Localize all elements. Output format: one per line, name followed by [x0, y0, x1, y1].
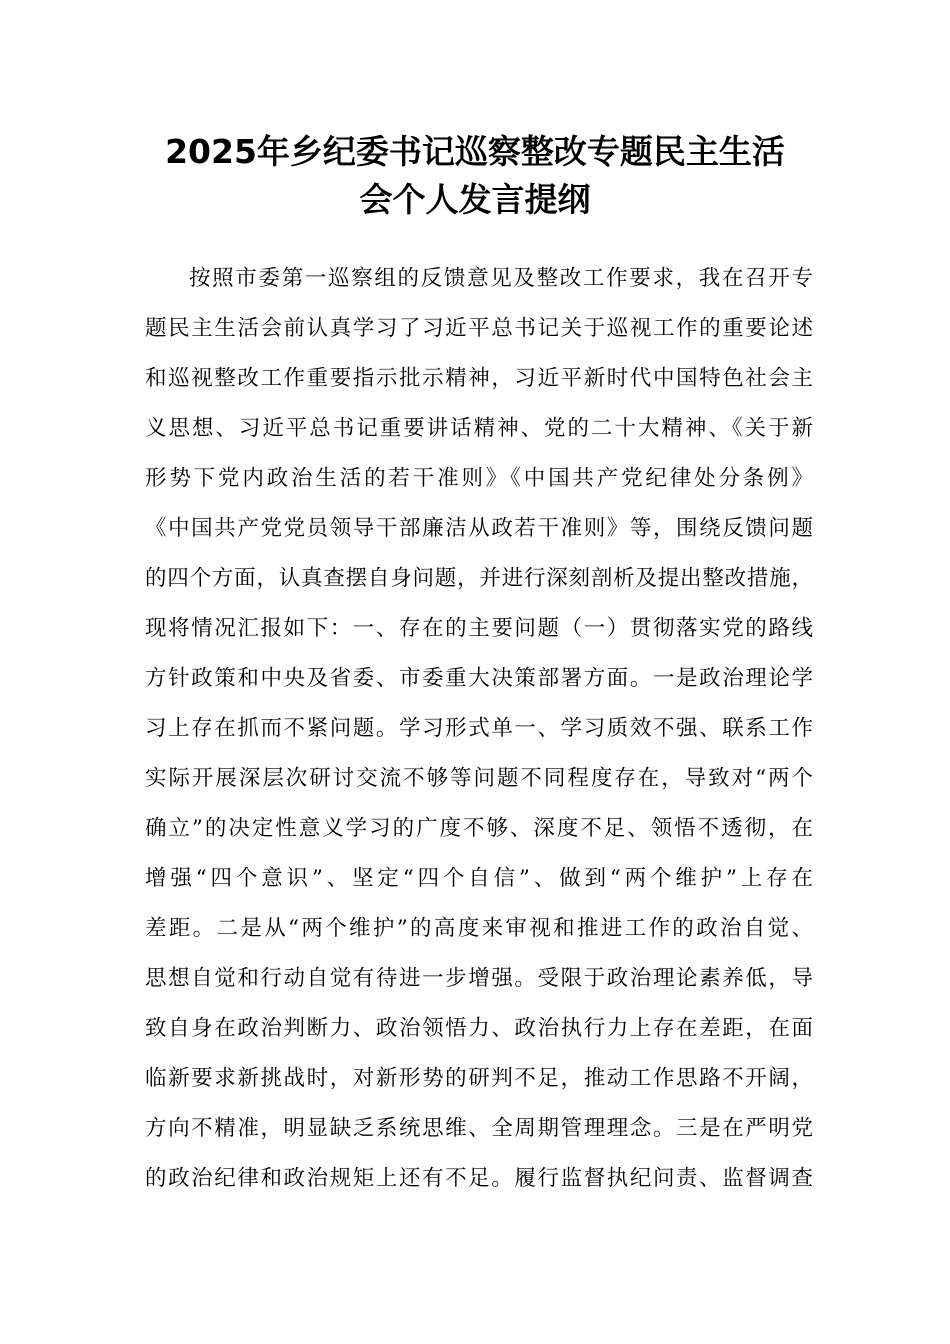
body-line: 增强“四个意识”、坚定“四个自信”、做到“两个维护”上存在	[145, 866, 813, 891]
title-line-1: 2025年乡纪委书记巡察整改专题民主生活	[165, 132, 785, 171]
body-line: 按照市委第一巡察组的反馈意见及整改工作要求，我在召开专	[189, 266, 813, 291]
document-body	[145, 254, 813, 1204]
body-line: 义思想、习近平总书记重要讲话精神、党的二十大精神、《关于新	[145, 416, 813, 441]
body-line: 方针政策和中央及省委、市委重大决策部署方面。一是政治理论学	[145, 666, 813, 691]
document-title	[0, 128, 950, 224]
body-line: 的政治纪律和政治规矩上还有不足。履行监督执纪问责、监督调查	[145, 1166, 813, 1191]
body-line: 《中国共产党党员领导干部廉洁从政若干准则》等，围绕反馈问题	[145, 516, 813, 541]
body-line: 习上存在抓而不紧问题。学习形式单一、学习质效不强、联系工作	[145, 716, 813, 741]
body-line: 现将情况汇报如下：一、存在的主要问题（一）贯彻落实党的路线	[145, 616, 813, 641]
body-line: 和巡视整改工作重要指示批示精神，习近平新时代中国特色社会主	[145, 366, 813, 391]
body-line: 的四个方面，认真查摆自身问题，并进行深刻剖析及提出整改措施，	[145, 566, 813, 591]
body-line: 临新要求新挑战时，对新形势的研判不足，推动工作思路不开阔，	[145, 1066, 813, 1091]
body-line: 致自身在政治判断力、政治领悟力、政治执行力上存在差距，在面	[145, 1016, 813, 1041]
body-line: 形势下党内政治生活的若干准则》《中国共产党纪律处分条例》	[145, 466, 813, 491]
body-line: 差距。二是从“两个维护”的高度来审视和推进工作的政治自觉、	[145, 916, 813, 941]
title-line-2: 会个人发言提纲	[359, 180, 591, 219]
body-line: 思想自觉和行动自觉有待进一步增强。受限于政治理论素养低，导	[145, 966, 813, 991]
body-line: 题民主生活会前认真学习了习近平总书记关于巡视工作的重要论述	[145, 316, 813, 341]
body-line: 确立”的决定性意义学习的广度不够、深度不足、领悟不透彻，在	[145, 816, 813, 841]
body-line: 实际开展深层次研讨交流不够等问题不同程度存在，导致对“两个	[145, 766, 813, 791]
body-line: 方向不精准，明显缺乏系统思维、全周期管理理念。三是在严明党	[145, 1116, 813, 1141]
